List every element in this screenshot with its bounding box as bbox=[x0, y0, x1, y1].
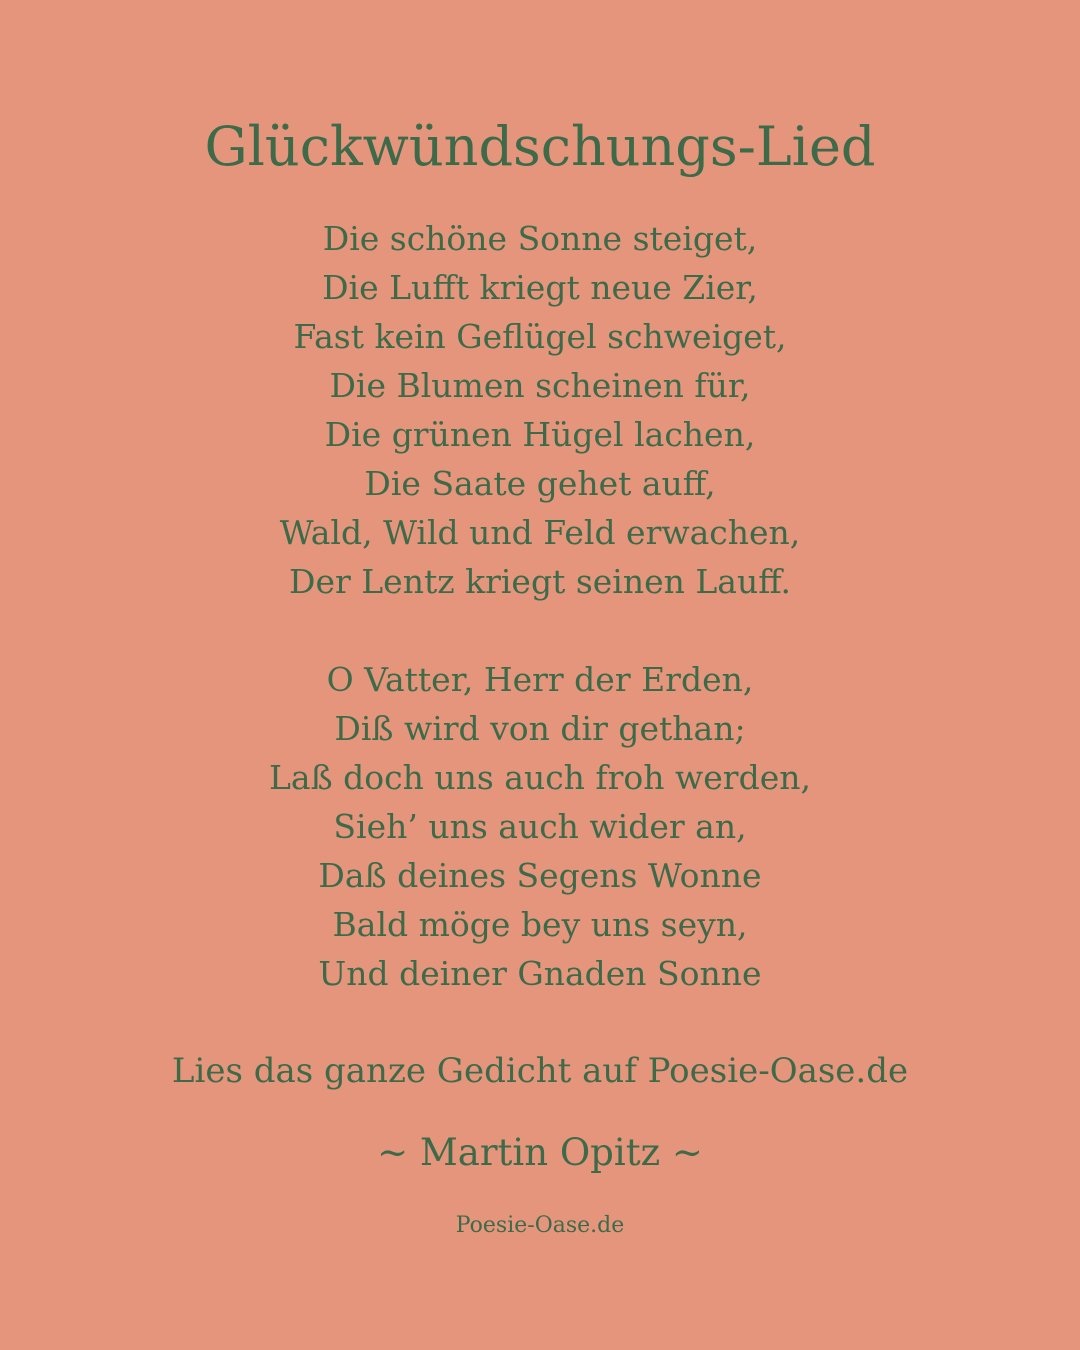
poem-line: Die Lufft kriegt neue Zier, bbox=[322, 268, 758, 307]
stanza-1 bbox=[0, 214, 1080, 606]
poem-line: Daß deines Segens Wonne bbox=[318, 856, 762, 895]
poem-line: Bald möge bey uns seyn, bbox=[332, 905, 748, 944]
poem-line: Und deiner Gnaden Sonne bbox=[318, 954, 762, 993]
poem-line: Die Blumen scheinen für, bbox=[329, 366, 751, 405]
poem-line: Der Lentz kriegt seinen Lauff. bbox=[289, 562, 791, 601]
poem-line: Laß doch uns auch froh werden, bbox=[269, 758, 811, 797]
author-name: ~ Martin Opitz ~ bbox=[377, 1131, 703, 1174]
poem-title: Glückwündschungs-Lied bbox=[204, 115, 876, 178]
read-more-text: Lies das ganze Gedicht auf Poesie-Oase.de bbox=[171, 1051, 909, 1091]
poem-line: Fast kein Geflügel schweiget, bbox=[293, 317, 787, 356]
site-watermark: Poesie-Oase.de bbox=[455, 1213, 625, 1238]
poem-line: Die schöne Sonne steiget, bbox=[322, 219, 758, 258]
poem-line: O Vatter, Herr der Erden, bbox=[326, 660, 754, 699]
poem-line: Die Saate gehet auff, bbox=[364, 464, 716, 503]
poem-line: Die grünen Hügel lachen, bbox=[324, 415, 756, 454]
poem-line: Wald, Wild und Feld erwachen, bbox=[279, 513, 801, 552]
stanza-2 bbox=[0, 655, 1080, 998]
poem-line: Sieh’ uns auch wider an, bbox=[333, 807, 747, 846]
poem-line: Diß wird von dir gethan; bbox=[334, 709, 746, 748]
